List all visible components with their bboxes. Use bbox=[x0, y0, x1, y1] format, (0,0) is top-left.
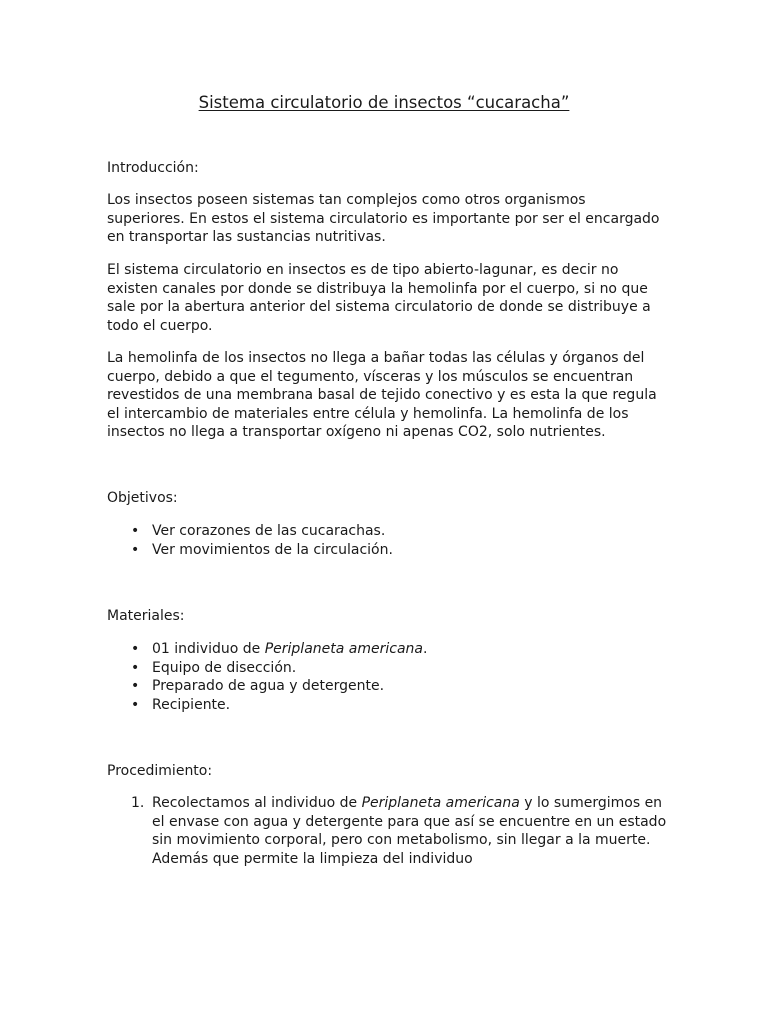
objetivos-list bbox=[107, 522, 667, 559]
bullet-icon: • bbox=[131, 641, 140, 657]
materiales-list bbox=[107, 640, 667, 714]
species-name: Periplaneta americana bbox=[361, 795, 520, 811]
list-item: • Recipiente. bbox=[131, 696, 231, 713]
procedimiento-heading: Procedimiento: bbox=[107, 763, 213, 779]
bullet-icon: • bbox=[131, 678, 140, 694]
bullet-icon: • bbox=[131, 696, 140, 713]
intro-paragraph-1: Los insectos poseen sistemas tan complejos como otros organismos superiores. En estos el sistema circulatorio es importante por ser el encargado en transportar las sustancias nutritivas. bbox=[107, 192, 660, 245]
materiales-heading: Materiales: bbox=[107, 608, 185, 624]
step-number: 1. bbox=[131, 795, 145, 811]
bullet-icon: • bbox=[131, 541, 140, 558]
procedimiento-list bbox=[107, 794, 667, 868]
intro-paragraph-2: El sistema circulatorio en insectos es de tipo abierto-lagunar, es decir no existen canales por donde se distribuya la hemolinfa por el cuerpo, si no que sale por la abertura anterior del sistema circulatorio de donde se distribuye a todo el cuerpo. bbox=[107, 262, 651, 334]
intro-heading: Introducción: bbox=[107, 160, 199, 176]
document-title: Sistema circulatorio de insectos “cucaracha” bbox=[198, 93, 570, 112]
intro-paragraph-3: La hemolinfa de los insectos no llega a bañar todas las células y órganos del cuerpo, debido a que el tegumento, vísceras y los músculos se encuentran revestidos de una membrana basal de tejido conectivo y es esta la que regula el intercambio de materiales entre célula y hemolinfa. La hemolinfa de los insectos no llega a transportar oxígeno ni apenas CO2, solo nutrientes. bbox=[107, 350, 657, 440]
objetivos-heading: Objetivos: bbox=[107, 490, 178, 506]
list-item: 1. Recolectamos al individuo de Periplaneta americana y lo sumergimos en el envase con agua y detergente para que así se encuentre en un estado sin movimiento corporal, pero con metabolismo, sin llegar a la muerte. Además que permite la limpieza del individuo bbox=[131, 795, 667, 867]
bullet-icon: • bbox=[131, 523, 140, 539]
bullet-icon: • bbox=[131, 659, 140, 676]
list-item: • Preparado de agua y detergente. bbox=[131, 678, 385, 694]
species-name: Periplaneta americana bbox=[264, 641, 423, 657]
list-item: • Ver movimientos de la circulación. bbox=[131, 541, 393, 558]
list-item: • 01 individuo de Periplaneta americana. bbox=[131, 641, 428, 657]
list-item: • Ver corazones de las cucarachas. bbox=[131, 523, 386, 539]
list-item: • Equipo de disección. bbox=[131, 659, 297, 676]
